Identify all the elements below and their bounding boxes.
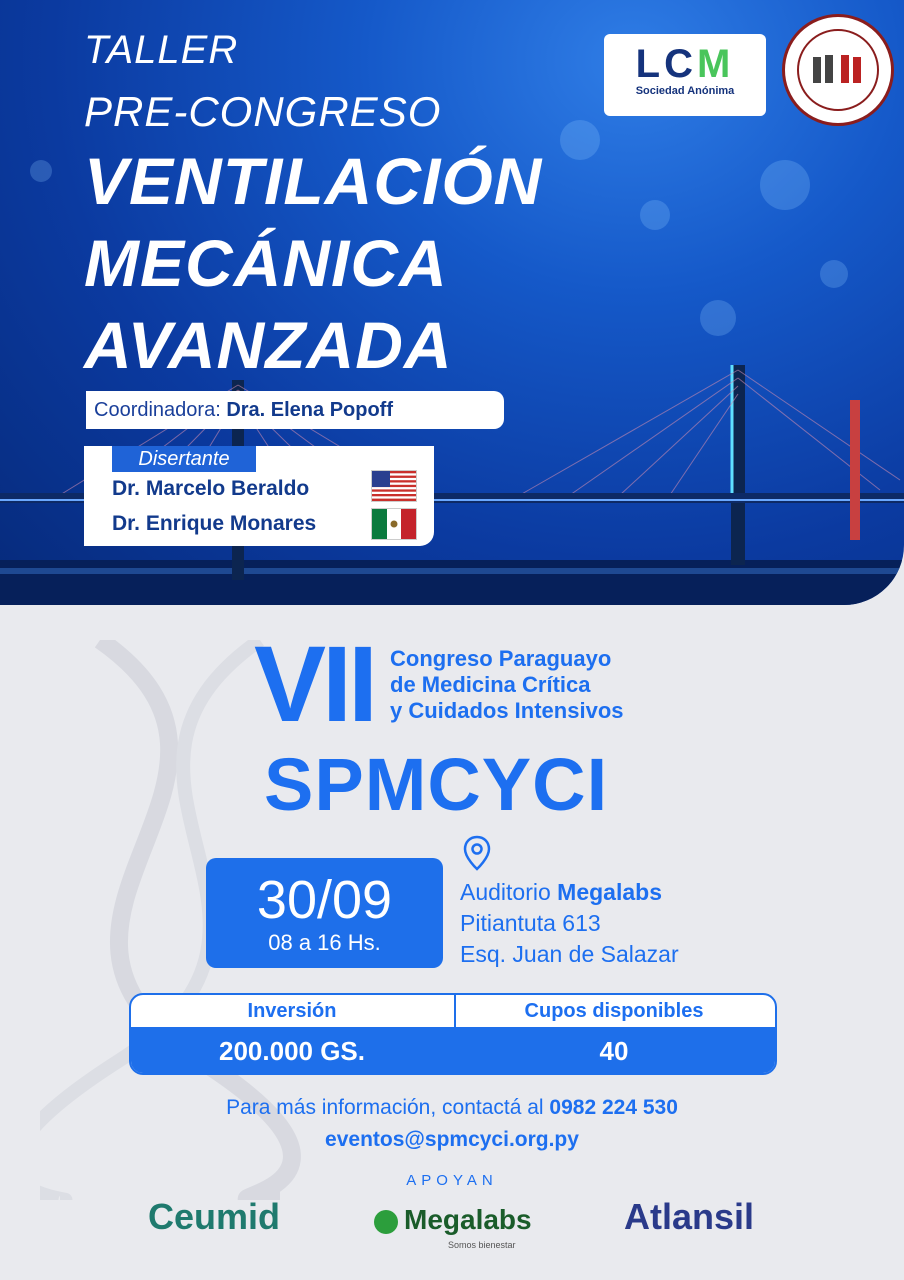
sponsors-title: APOYAN xyxy=(406,1172,498,1189)
coordinator-name: Dra. Elena Popoff xyxy=(226,399,394,421)
seats-value: 40 xyxy=(453,1027,775,1075)
congress-edition-number: VII xyxy=(254,623,375,744)
investment-value: 200.000 GS. xyxy=(131,1027,453,1075)
atlansil-logo: Atlansil xyxy=(624,1196,755,1237)
coordinator-label: Coordinadora: xyxy=(94,399,227,421)
address-line: Esq. Juan de Salazar xyxy=(460,941,679,967)
contact-phone[interactable]: 0982 224 530 xyxy=(549,1096,678,1119)
contact-info xyxy=(0,1096,904,1120)
title-line-taller: TALLER xyxy=(84,28,239,72)
venue-name: Megalabs xyxy=(557,879,662,905)
investment-label: Inversión xyxy=(247,1000,337,1022)
title-line-precongreso: PRE-CONGRESO xyxy=(84,88,442,135)
lcm-logo-text: LCM xyxy=(635,42,735,86)
congress-name-line: y Cuidados Intensivos xyxy=(390,698,624,723)
megalabs-tagline: Somos bienestar xyxy=(448,1240,516,1250)
event-date: 30/09 xyxy=(256,870,393,930)
congress-name xyxy=(390,646,624,724)
megalabs-icon xyxy=(374,1210,398,1234)
society-acronym: SPMCYCI xyxy=(264,743,609,826)
usa-flag-icon xyxy=(371,470,417,502)
congress-name-line: de Medicina Crítica xyxy=(390,672,591,697)
mexico-flag-icon xyxy=(371,508,417,540)
speaker-name: Dr. Marcelo Beraldo xyxy=(112,477,310,500)
contact-text: Para más información, contactá al xyxy=(226,1096,550,1119)
lcm-logo-subtitle: Sociedad Anónima xyxy=(635,85,735,97)
coordinator-banner xyxy=(86,391,504,429)
date-badge xyxy=(206,858,443,968)
ceumid-logo: Ceumid xyxy=(148,1196,281,1237)
lcm-logo xyxy=(604,34,766,116)
contact-email[interactable]: eventos@spmcyci.org.py xyxy=(325,1128,579,1151)
venue-prefix: Auditorio xyxy=(460,879,558,905)
pricing-table xyxy=(129,993,777,1075)
speakers-label: Disertante xyxy=(112,446,256,472)
title-line-ventilacion: VENTILACIÓN xyxy=(84,144,543,218)
table-divider xyxy=(454,995,456,1075)
megalabs-logo xyxy=(374,1204,532,1236)
location-pin-icon xyxy=(463,835,491,871)
header-banner xyxy=(0,0,904,605)
venue-address xyxy=(460,877,679,970)
event-hours: 08 a 16 Hs. xyxy=(268,930,381,955)
title-line-avanzada: AVANZADA xyxy=(84,308,453,382)
society-seal-logo xyxy=(782,14,894,126)
seats-label: Cupos disponibles xyxy=(524,1000,704,1022)
speaker-name: Dr. Enrique Monares xyxy=(112,512,317,535)
megalabs-logo-text: Megalabs xyxy=(404,1204,532,1235)
address-line: Pitiantuta 613 xyxy=(460,910,601,936)
title-line-mecanica: MECÁNICA xyxy=(84,226,448,300)
congress-name-line: Congreso Paraguayo xyxy=(390,646,612,671)
